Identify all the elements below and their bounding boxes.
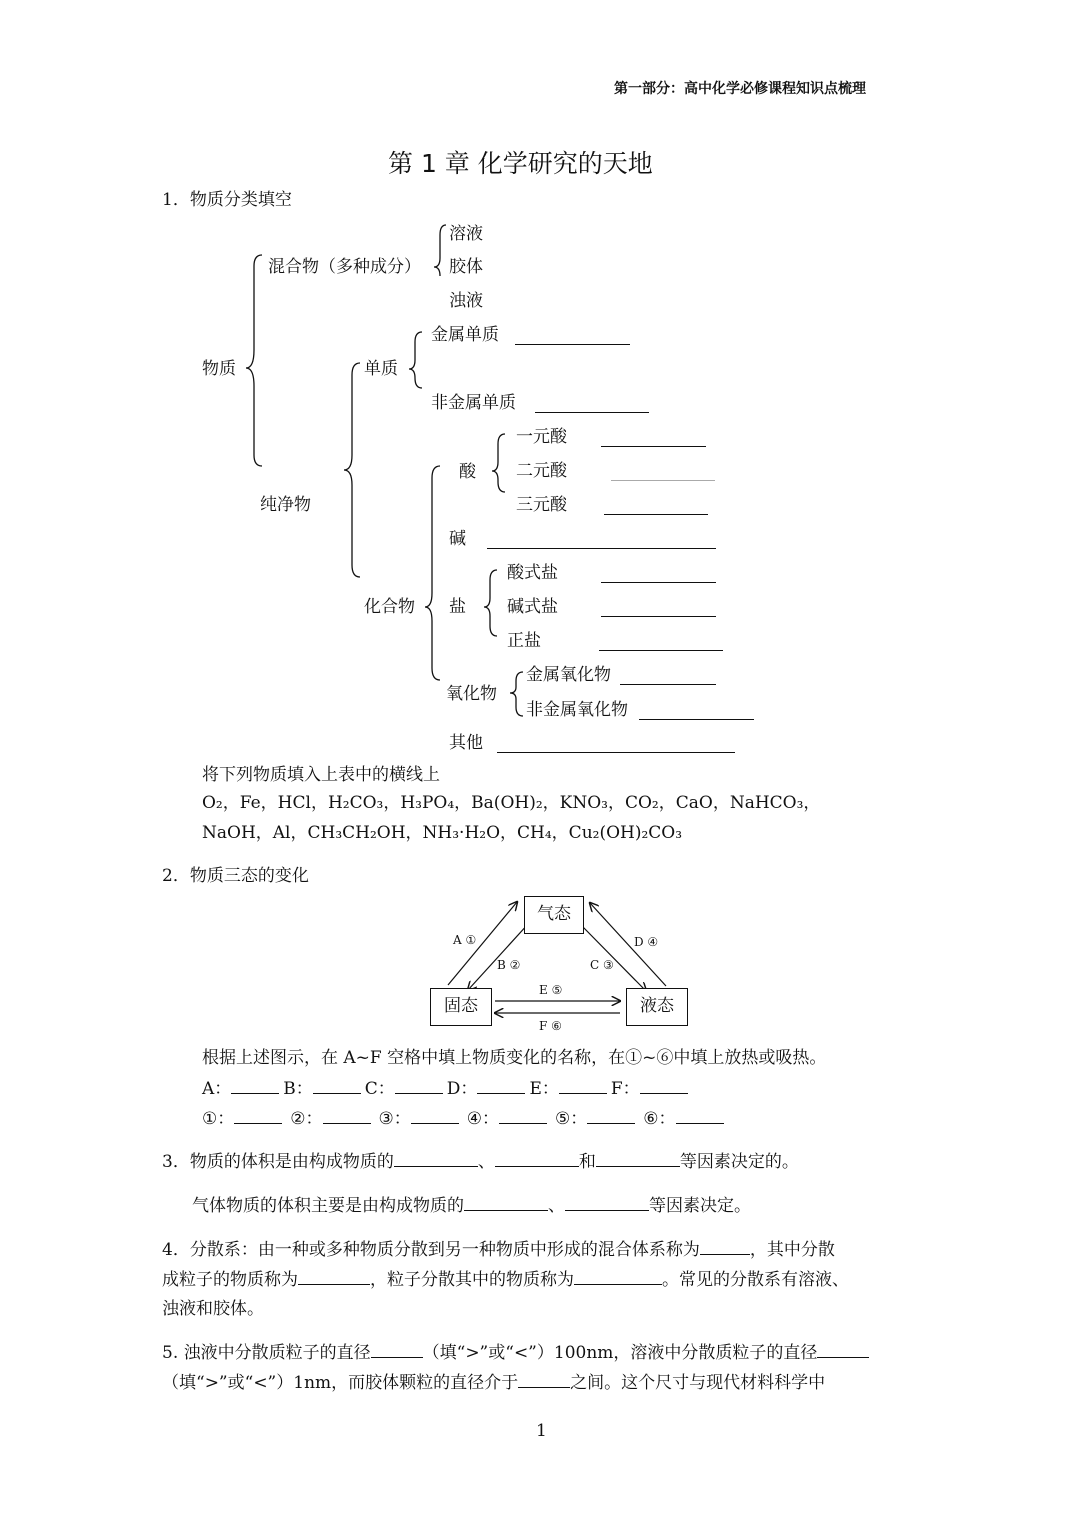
q1-substances-line2: NaOH，Al，CH₃CH₂OH，NH₃·H₂O，CH₄，Cu₂(OH)₂CO₃ [202,823,683,843]
node-colloid: 胶体 [449,257,483,277]
arrow-label-f: F ⑥ [539,1019,562,1033]
blank-3[interactable] [411,1107,459,1124]
q3-blank-3[interactable] [596,1150,680,1167]
arrow-label-d: D ④ [634,935,659,949]
node-nonmetal-element: 非金属单质 [431,393,516,413]
q3-text-6: 、 [548,1196,565,1216]
blank-d[interactable] [477,1077,525,1094]
arrow-label-a: A ① [453,933,477,947]
blank-5[interactable] [587,1107,635,1124]
q1-heading: 1．物质分类填空 [162,190,292,210]
q4-text-2: ，其中分散 [749,1240,835,1260]
blank-6[interactable] [676,1107,724,1124]
q3-text-2: 、 [477,1152,495,1172]
node-basic-salt: 碱式盐 [507,597,558,617]
q3-blank-4[interactable] [464,1194,548,1211]
q3-line2 [192,1194,751,1217]
node-triprotic-acid: 三元酸 [516,495,567,515]
node-base: 碱 [449,529,466,549]
blank-b[interactable] [313,1077,361,1094]
node-metal-oxide: 金属氧化物 [526,665,611,685]
page-number: 1 [536,1421,547,1441]
label-5: ⑤： [555,1109,588,1129]
q3-blank-5[interactable] [565,1194,649,1211]
label-2: ②： [290,1109,323,1129]
node-mixture: 混合物（多种成分） [268,257,421,277]
node-pure-substance: 纯净物 [260,495,311,515]
blank-1[interactable] [234,1107,282,1124]
node-compound: 化合物 [364,597,415,617]
q5-blank-2[interactable] [817,1341,869,1358]
q4-blank-1[interactable] [700,1238,750,1255]
node-diprotic-acid: 二元酸 [516,461,567,481]
node-nonmetal-oxide: 非金属氧化物 [526,700,628,720]
blank-f[interactable] [640,1077,688,1094]
q3-line1 [162,1150,799,1173]
label-3: ③： [378,1109,411,1129]
q2-instruction: 根据上述图示，在 A~F 空格中填上物质变化的名称，在①~⑥中填上放热或吸热。 [202,1048,827,1068]
q5-text-3: （填“>”或“<”）1nm，而胶体颗粒的直径介于 [162,1373,519,1393]
q5-line2 [162,1371,825,1394]
q2-circle-row [202,1107,724,1130]
arrow-label-e: E ⑤ [539,983,563,997]
q5-blank-1[interactable] [371,1341,423,1358]
q4-blank-2[interactable] [298,1268,370,1285]
q2-heading: 2．物质三态的变化 [162,866,309,886]
label-4: ④： [466,1109,499,1129]
node-suspension: 浊液 [449,291,483,311]
node-element: 单质 [364,359,398,379]
arrow-label-b: B ② [497,958,521,972]
blank-e[interactable] [559,1077,607,1094]
state-liquid: 液态 [626,988,688,1026]
node-solution: 溶液 [449,224,483,244]
node-metal-element: 金属单质 [431,325,499,345]
q4-blank-3[interactable] [574,1268,662,1285]
label-b: B： [283,1079,313,1099]
q5-text-2: （填“>”或“<”）100nm，溶液中分散质粒子的直径 [422,1343,818,1363]
q5-blank-3[interactable] [518,1371,570,1388]
label-a: A： [202,1079,232,1099]
q1-substances-line1: O₂，Fe，HCl，H₂CO₃，H₃PO₄，Ba(OH)₂，KNO₃，CO₂，CaO，NaHCO₃， [202,793,821,813]
blank-c[interactable] [395,1077,443,1094]
q1-instruction: 将下列物质填入上表中的横线上 [202,765,440,785]
q4-text-3: 成粒子的物质称为 [162,1270,298,1290]
q5-text-1: 5. 浊液中分散质粒子的直径 [162,1343,371,1363]
label-f: F： [610,1079,640,1099]
q4-text-5: 。常见的分散系有溶液、 [662,1270,849,1290]
q4-text-1: 4．分散系：由一种或多种物质分散到另一种物质中形成的混合体系称为 [162,1240,700,1260]
node-acid-salt: 酸式盐 [507,563,558,583]
node-salt: 盐 [449,597,466,617]
q3-blank-1[interactable] [394,1150,478,1167]
label-c: C： [364,1079,395,1099]
q4-text-4: ，粒子分散其中的物质称为 [370,1270,574,1290]
q3-text-1: 3．物质的体积是由构成物质的 [162,1152,394,1172]
q3-text-7: 等因素决定。 [649,1196,751,1216]
node-normal-salt: 正盐 [507,631,541,651]
label-6: ⑥： [643,1109,676,1129]
q4-line3: 浊液和胶体。 [162,1299,264,1319]
chapter-title: 第 1 章 化学研究的天地 [388,149,653,178]
q4-line2 [162,1268,849,1291]
label-1: ①： [202,1109,235,1129]
label-e: E： [529,1079,559,1099]
node-other: 其他 [449,733,483,753]
node-substance: 物质 [202,359,236,379]
node-acid: 酸 [459,462,476,482]
page-header: 第一部分：高中化学必修课程知识点梳理 [614,81,866,97]
node-oxide: 氧化物 [446,684,497,704]
q3-text-3: 和 [578,1152,596,1172]
q4-line1 [162,1238,835,1261]
label-d: D： [446,1079,478,1099]
q3-blank-2[interactable] [495,1150,579,1167]
state-solid: 固态 [430,988,492,1026]
blank-2[interactable] [323,1107,371,1124]
node-monoprotic-acid: 一元酸 [516,427,567,447]
state-gas: 气态 [524,896,584,934]
q2-letter-row [202,1077,688,1100]
blank-4[interactable] [499,1107,547,1124]
blank-a[interactable] [231,1077,279,1094]
arrow-label-c: C ③ [590,958,614,972]
q5-line1 [162,1341,869,1364]
q3-text-5: 气体物质的体积主要是由构成物质的 [192,1196,464,1216]
q3-text-4: 等因素决定的。 [679,1152,799,1172]
q5-text-4: 之间。这个尺寸与现代材料科学中 [570,1373,826,1393]
